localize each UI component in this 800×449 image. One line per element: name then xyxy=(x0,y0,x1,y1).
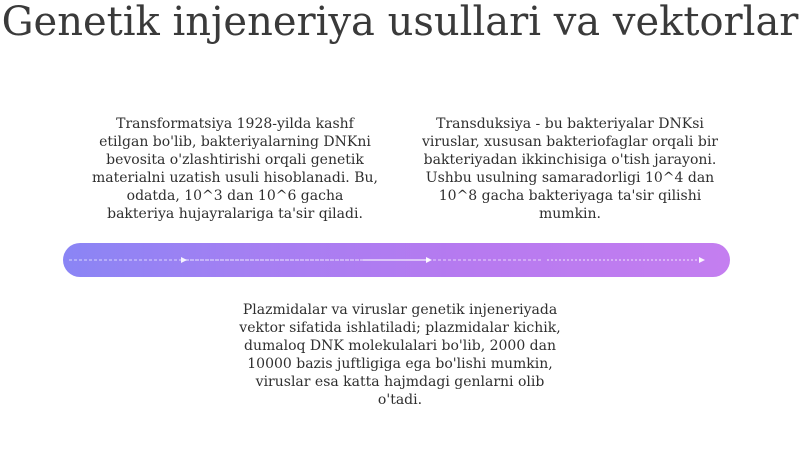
transduction-text: Transduksiya - bu bakteriyalar DNKsi viruslar, xususan bakteriofaglar orqali bir bakteriyadan ikkinchisiga o'tish jarayoni. Ushbu usulning samaradorligi 10^4 dan 10^8 gacha bakteriyaga ta'sir qilishi mumkin. xyxy=(422,116,718,222)
transformation-text: Transformatsiya 1928-yilda kashf etilgan bo'lib, bakteriyalarning DNKni bevosita o'zlashtirishi orqali genetik materialni uzatish usuli hisoblanadi. Bu, odatda, 10^3 dan 10^6 gacha bakteriya hujayralariga ta'sir qiladi. xyxy=(92,116,378,222)
timeline-arrows xyxy=(63,243,730,277)
timeline-bar xyxy=(63,243,730,277)
arrowhead-3-icon xyxy=(699,257,705,263)
vectors-text: Plazmidalar va viruslar genetik injeneriyada vektor sifatida ishlatiladi; plazmidalar kichik, dumaloq DNK molekulalari bo'lib, 2000 dan 10000 bazis juftligiga ega bo'lishi mumkin, viruslar esa katta hajmdagi genlarni olib o'tadi. xyxy=(239,302,561,408)
page-title: Genetik injeneriya usullari va vektorlar xyxy=(1,0,799,45)
arrowhead-1-icon xyxy=(181,257,187,263)
arrowhead-2-icon xyxy=(426,257,432,263)
